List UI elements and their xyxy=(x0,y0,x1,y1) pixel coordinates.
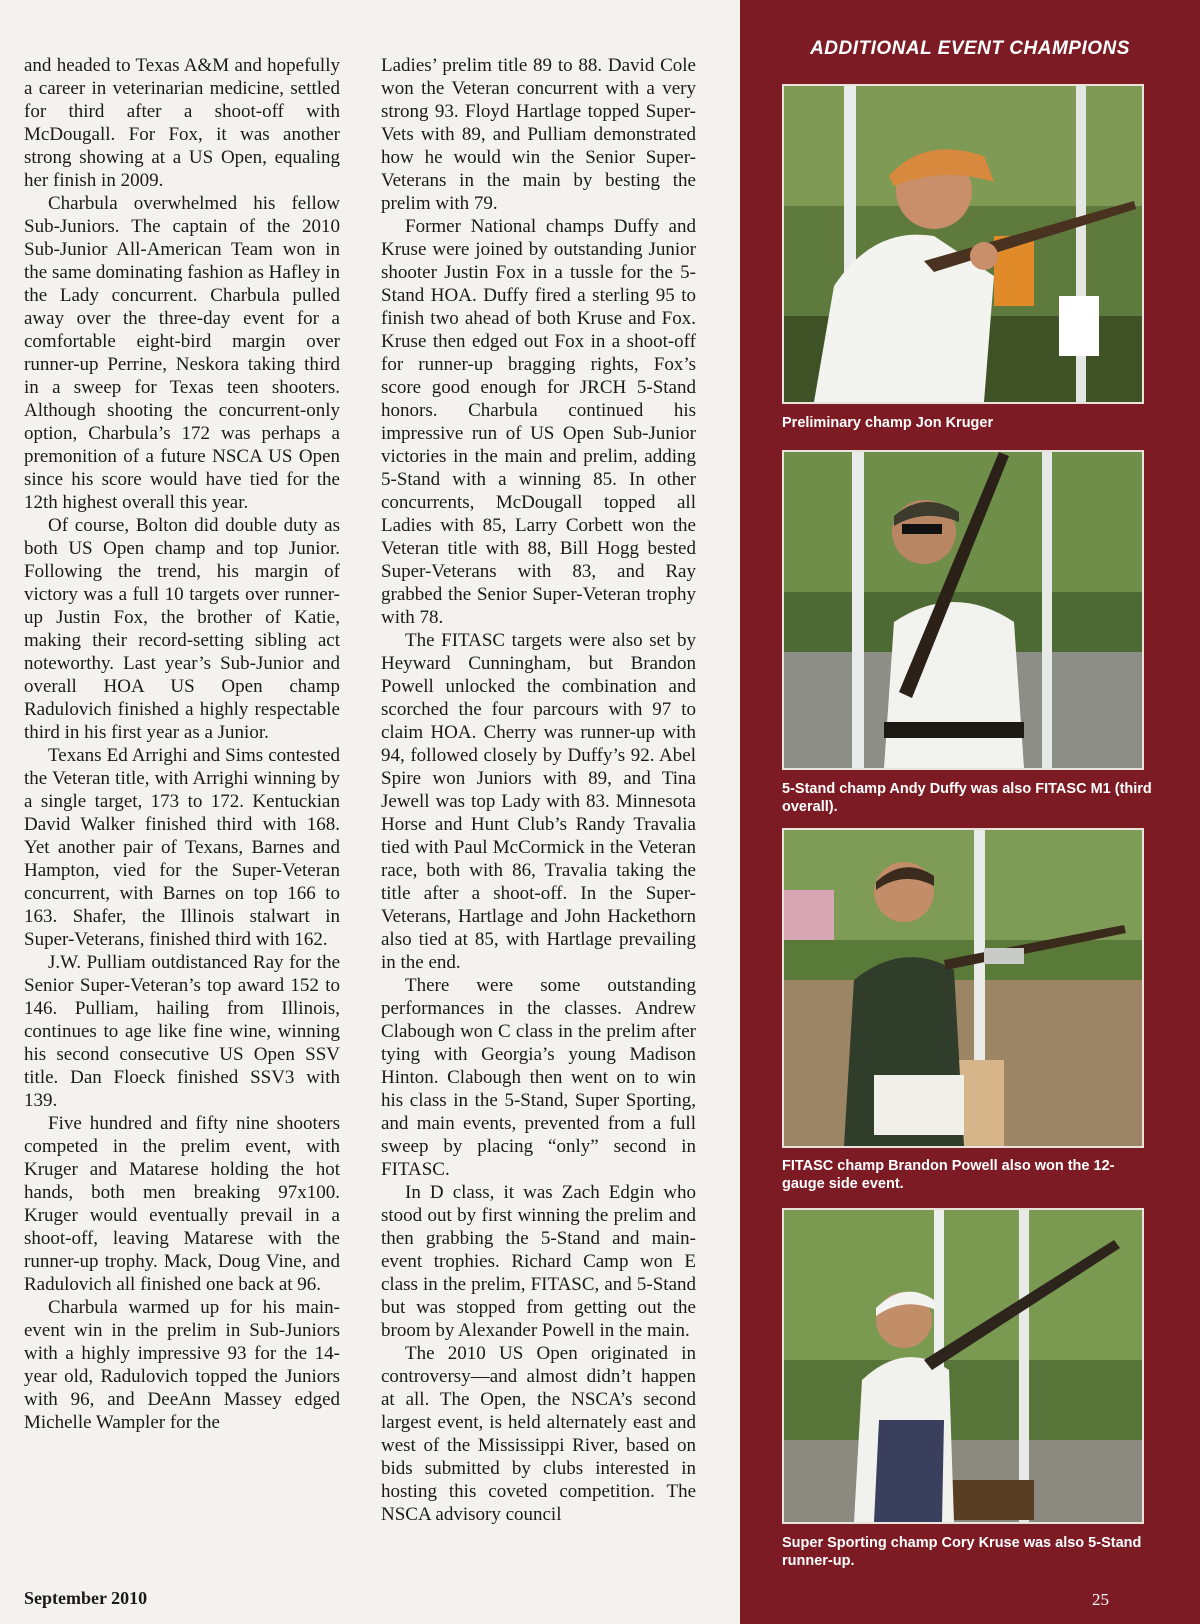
paragraph: Former National champs Duffy and Kruse were joined by outstanding Junior shooter Justin Fox in a tussle for the 5-Stand HOA. Duffy fired a sterling 95 to finish two ahead of both Kruse and Fox. Kruse then edged out Fox in a shoot-off for runner-up bragging rights, Fox’s score good enough for JRCH 5-Stand honors. Charbula continued his impressive run of US Open Sub-Junior victories in the main and prelim, adding 5-Stand with a winning 85. In other concurrents, McDougall topped all Ladies with 85, Larry Corbett won the Veteran title with 88, Bill Hogg bested Super-Veterans with 83, and Ray grabbed the Senior Super-Veteran trophy with 78. xyxy=(381,216,696,628)
paragraph: The FITASC targets were also set by Heyward Cunningham, but Brandon Powell unlocked the combination and scorched the four parcours with 97 to claim HOA. Cherry was runner-up with 94, followed closely by Duffy’s 92. Abel Spire won Juniors with 89, and Tina Jewell was top Lady with 83. Minnesota Horse and Hunt Club’s Randy Travalia tied with Paul McCormick in the Veteran race, both with 86, Travalia taking the title after a shoot-off. In the Super-Veterans, Hartlage and John Hackethorn also tied at 85, with Hartlage prevailing in the end. xyxy=(381,630,696,973)
photo-caption: 5-Stand champ Andy Duffy was also FITASC M1 (third overall). xyxy=(782,781,1152,815)
photo-caption: FITASC champ Brandon Powell also won the 12-gauge side event. xyxy=(782,1158,1115,1192)
sidebar-title: ADDITIONAL EVENT CHAMPIONS xyxy=(810,38,1130,59)
photo-cory-kruse xyxy=(782,1208,1144,1524)
paragraph: Charbula overwhelmed his fellow Sub-Juniors. The captain of the 2010 Sub-Junior All-American Team won in the same dominating fashion as Hafley in the Lady concurrent. Charbula pulled away over the three-day event for a comfortable eight-bird margin over runner-up Perrine, Neskora taking third in a sweep for Texas teen shooters. Although shooting the concurrent-only option, Charbula’s 172 was perhaps a premonition of a future NSCA US Open since his score would have tied for the 12th highest overall this year. xyxy=(24,193,340,513)
paragraph: Charbula warmed up for his main-event win in the prelim in Sub-Juniors with a highly impressive 93 for the 14-year old, Radulovich topped the Juniors with 96, and DeeAnn Massey edged Michelle Wampler for the xyxy=(24,1297,340,1433)
paragraph: In D class, it was Zach Edgin who stood out by first winning the prelim and then grabbing the 5-Stand and main-event trophies. Richard Camp won E class in the prelim, FITASC, and 5-Stand but was stopped from getting out the broom by Alexander Powell in the main. xyxy=(381,1182,696,1341)
article-column-1 xyxy=(24,54,340,1434)
photo-caption: Preliminary champ Jon Kruger xyxy=(782,415,994,431)
paragraph: Texans Ed Arrighi and Sims contested the Veteran title, with Arrighi winning by a single target, 173 to 172. Kentuckian David Walker finished third with 168. Yet another pair of Texans, Barnes and Hampton, vied for the Super-Veteran concurrent, with Barnes on top 166 to 163. Shafer, the Illinois stalwart in Super-Veterans, finished third with 162. xyxy=(24,745,340,950)
paragraph: Five hundred and fifty nine shooters competed in the prelim event, with Kruger and Matarese holding the hot hands, both men breaking 97x100. Kruger would eventually prevail in a shoot-off, leaving Matarese with the runner-up trophy. Mack, Doug Vine, and Radulovich all finished one back at 96. xyxy=(24,1113,340,1295)
paragraph: Of course, Bolton did double duty as both US Open champ and top Junior. Following the trend, his margin of victory was a full 10 targets over runner-up Justin Fox, the brother of Katie, making their record-setting sibling act noteworthy. Last year’s Sub-Junior and overall HOA US Open champ Radulovich finished a highly respectable third in his first year as a Junior. xyxy=(24,515,340,743)
paragraph: Ladies’ prelim title 89 to 88. David Cole won the Veteran concurrent with a very strong 93. Floyd Hartlage topped Super-Vets with 89, and Pulliam demonstrated how he would win the Senior Super-Veterans in the main by besting the prelim with 79. xyxy=(381,55,696,214)
paragraph: There were some outstanding performances in the classes. Andrew Clabough won C class in the prelim after tying with Georgia’s young Madison Hinton. Clabough then went on to win his class in the 5-Stand, Super Sporting, and main events, prevented from a full sweep by placing “only” second in FITASC. xyxy=(381,975,696,1180)
issue-date: September 2010 xyxy=(24,1588,148,1608)
photo-caption: Super Sporting champ Cory Kruse was also 5-Stand runner-up. xyxy=(782,1535,1142,1569)
paragraph: and headed to Texas A&M and hopefully a career in veterinarian medicine, settled for third after a shoot-off with McDougall. For Fox, it was another strong showing at a US Open, equaling her finish in 2009. xyxy=(24,55,340,191)
paragraph: J.W. Pulliam outdistanced Ray for the Senior Super-Veteran’s top award 152 to 146. Pulliam, hailing from Illinois, continues to age like fine wine, winning his second consecutive US Open SSV title. Dan Floeck finished SSV3 with 139. xyxy=(24,952,340,1111)
article-column-2 xyxy=(381,54,696,1526)
photo-brandon-powell xyxy=(782,828,1144,1148)
champions-sidebar xyxy=(740,0,1200,1624)
paragraph: The 2010 US Open originated in controversy—and almost didn’t happen at all. The Open, the NSCA’s second largest event, is held alternately east and west of the Mississippi River, based on bids submitted by clubs interested in hosting this coveted competition. The NSCA advisory council xyxy=(381,1343,696,1525)
photo-andy-duffy xyxy=(782,450,1144,770)
page-number: 25 xyxy=(1092,1590,1109,1609)
photo-jon-kruger xyxy=(782,84,1144,404)
